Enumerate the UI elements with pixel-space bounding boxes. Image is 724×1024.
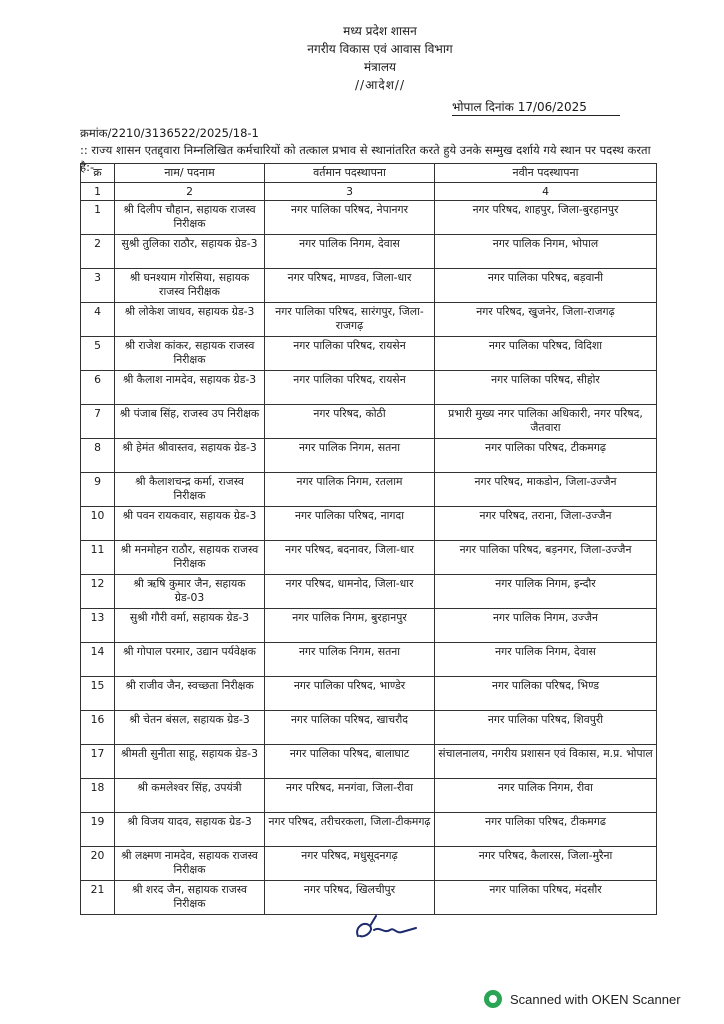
- row-name: श्री मनमोहन राठौर, सहायक राजस्व निरीक्षक: [115, 541, 265, 575]
- row-new-posting: नगर पालिका परिषद, टीकमगढ़: [435, 439, 657, 473]
- row-name: श्री राजीव जैन, स्वच्छता निरीक्षक: [115, 677, 265, 711]
- col-number-3: 3: [265, 182, 435, 201]
- header-order-label: //आदेश//: [355, 78, 405, 92]
- row-current-posting: नगर पालिका परिषद, खाचरौद: [265, 711, 435, 745]
- col-number-1: 1: [81, 182, 115, 201]
- row-new-posting: नगर पालिका परिषद, भिण्ड: [435, 677, 657, 711]
- row-current-posting: नगर परिषद, मनगंवा, जिला-रीवा: [265, 779, 435, 813]
- row-new-posting: नगर पालिका परिषद, शिवपुरी: [435, 711, 657, 745]
- row-serial: 11: [81, 541, 115, 575]
- header-new-posting: नवीन पदस्थापना: [435, 164, 657, 183]
- row-new-posting: नगर परिषद, माकडोन, जिला-उज्जैन: [435, 473, 657, 507]
- row-name: श्री कैलाश नामदेव, सहायक ग्रेड-3: [115, 371, 265, 405]
- row-serial: 7: [81, 405, 115, 439]
- table-header-row: [81, 164, 657, 183]
- scanner-text: Scanned with OKEN Scanner: [510, 991, 681, 1007]
- row-serial: 8: [81, 439, 115, 473]
- row-serial: 14: [81, 643, 115, 677]
- table-row: [81, 643, 657, 677]
- row-current-posting: नगर पालिक निगम, बुरहानपुर: [265, 609, 435, 643]
- row-new-posting: नगर परिषद, खुजनेर, जिला-राजगढ़: [435, 303, 657, 337]
- table-row: [81, 303, 657, 337]
- row-name: श्री शरद जैन, सहायक राजस्व निरीक्षक: [115, 881, 265, 915]
- row-name: सुश्री गौरी वर्मा, सहायक ग्रेड-3: [115, 609, 265, 643]
- row-serial: 1: [81, 201, 115, 235]
- row-new-posting: नगर पालिका परिषद, बड़वानी: [435, 269, 657, 303]
- row-current-posting: नगर पालिक निगम, देवास: [265, 235, 435, 269]
- order-text: :: राज्य शासन एतद्द्वारा निम्नलिखित कर्मचारियों को तत्काल प्रभाव से स्थानांतरित करते हुये उनके सम्मुख दर्शाये गये स्थान पर पदस्थ करता है:-: [80, 143, 651, 174]
- table-row: [81, 473, 657, 507]
- transfer-table: [80, 163, 657, 915]
- row-serial: 4: [81, 303, 115, 337]
- row-new-posting: नगर पालिक निगम, रीवा: [435, 779, 657, 813]
- table-row: [81, 847, 657, 881]
- table-row: [81, 439, 657, 473]
- table-row: [81, 507, 657, 541]
- table-row: [81, 337, 657, 371]
- row-new-posting: नगर परिषद, तराना, जिला-उज्जैन: [435, 507, 657, 541]
- row-new-posting: नगर पालिका परिषद, मंदसौर: [435, 881, 657, 915]
- row-current-posting: नगर परिषद, बदनावर, जिला-धार: [265, 541, 435, 575]
- row-name: श्री गोपाल परमार, उद्यान पर्यवेक्षक: [115, 643, 265, 677]
- table-row: [81, 201, 657, 235]
- row-serial: 15: [81, 677, 115, 711]
- row-name: श्री विजय यादव, सहायक ग्रेड-3: [115, 813, 265, 847]
- row-name: श्री चेतन बंसल, सहायक ग्रेड-3: [115, 711, 265, 745]
- row-new-posting: नगर परिषद, कैलारस, जिला-मुरैना: [435, 847, 657, 881]
- row-serial: 6: [81, 371, 115, 405]
- row-current-posting: नगर परिषद, खिलचीपुर: [265, 881, 435, 915]
- row-name: श्री पवन रायकवार, सहायक ग्रेड-3: [115, 507, 265, 541]
- row-serial: 19: [81, 813, 115, 847]
- row-current-posting: नगर पालिक निगम, सतना: [265, 439, 435, 473]
- row-current-posting: नगर पालिका परिषद, बालाघाट: [265, 745, 435, 779]
- order-date-text: भोपाल दिनांक 17/06/2025: [452, 100, 587, 114]
- row-current-posting: नगर पालिका परिषद, रायसेन: [265, 337, 435, 371]
- row-current-posting: नगर पालिका परिषद, भाण्डेर: [265, 677, 435, 711]
- order-number: क्रमांक/2210/3136522/2025/18-1: [80, 126, 259, 140]
- row-serial: 20: [81, 847, 115, 881]
- row-new-posting: नगर पालिका परिषद, टीकमगढ: [435, 813, 657, 847]
- table-row: [81, 779, 657, 813]
- row-serial: 10: [81, 507, 115, 541]
- table-column-number-row: [81, 182, 657, 201]
- table-row: [81, 541, 657, 575]
- row-new-posting: नगर पालिका परिषद, विदिशा: [435, 337, 657, 371]
- signature-icon: [350, 908, 420, 948]
- row-current-posting: नगर परिषद, मधुसूदनगढ़: [265, 847, 435, 881]
- header-government: मध्य प्रदेश शासन: [343, 24, 417, 38]
- row-new-posting: प्रभारी मुख्य नगर पालिका अधिकारी, नगर परिषद, जैतवारा: [435, 405, 657, 439]
- row-current-posting: नगर पालिका परिषद, सारंगपुर, जिला-राजगढ़: [265, 303, 435, 337]
- order-date: [452, 98, 587, 115]
- header-current-posting: वर्तमान पदस्थापना: [265, 164, 435, 183]
- row-current-posting: नगर पालिक निगम, रतलाम: [265, 473, 435, 507]
- header-ministry: मंत्रालय: [363, 60, 396, 74]
- scanner-footer: [484, 990, 681, 1008]
- table-row: [81, 235, 657, 269]
- row-name: श्री ऋषि कुमार जैन, सहायक ग्रेड-03: [115, 575, 265, 609]
- row-new-posting: नगर पालिक निगम, भोपाल: [435, 235, 657, 269]
- row-serial: 17: [81, 745, 115, 779]
- row-new-posting: नगर पालिका परिषद, सीहोर: [435, 371, 657, 405]
- row-current-posting: नगर परिषद, माण्डव, जिला-धार: [265, 269, 435, 303]
- col-number-4: 4: [435, 182, 657, 201]
- row-serial: 9: [81, 473, 115, 507]
- row-current-posting: नगर पालिका परिषद, रायसेन: [265, 371, 435, 405]
- row-serial: 13: [81, 609, 115, 643]
- table-row: [81, 813, 657, 847]
- row-name: सुश्री तुलिका राठौर, सहायक ग्रेड-3: [115, 235, 265, 269]
- row-name: श्री लोकेश जाधव, सहायक ग्रेड-3: [115, 303, 265, 337]
- row-serial: 18: [81, 779, 115, 813]
- row-name: श्री हेमंत श्रीवास्तव, सहायक ग्रेड-3: [115, 439, 265, 473]
- row-current-posting: नगर परिषद, धामनोद, जिला-धार: [265, 575, 435, 609]
- row-new-posting: नगर पालिक निगम, उज्जैन: [435, 609, 657, 643]
- col-number-2: 2: [115, 182, 265, 201]
- row-name: श्री पंजाब सिंह, राजस्व उप निरीक्षक: [115, 405, 265, 439]
- row-current-posting: नगर परिषद, कोठी: [265, 405, 435, 439]
- row-new-posting: नगर पालिक निगम, इन्दौर: [435, 575, 657, 609]
- row-new-posting: नगर पालिका परिषद, बड़नगर, जिला-उज्जैन: [435, 541, 657, 575]
- header-name: नाम/ पदनाम: [115, 164, 265, 183]
- table-row: [81, 575, 657, 609]
- row-serial: 2: [81, 235, 115, 269]
- row-name: श्री कमलेश्वर सिंह, उपयंत्री: [115, 779, 265, 813]
- header-department: नगरीय विकास एवं आवास विभाग: [307, 42, 453, 56]
- row-serial: 21: [81, 881, 115, 915]
- row-serial: 5: [81, 337, 115, 371]
- row-current-posting: नगर पालिका परिषद, नेपानगर: [265, 201, 435, 235]
- row-new-posting: नगर परिषद, शाहपुर, जिला-बुरहानपुर: [435, 201, 657, 235]
- row-new-posting: संचालनालय, नगरीय प्रशासन एवं विकास, म.प्र. भोपाल: [435, 745, 657, 779]
- row-name: श्री दिलीप चौहान, सहायक राजस्व निरीक्षक: [115, 201, 265, 235]
- row-name: श्री राजेश कांकर, सहायक राजस्व निरीक्षक: [115, 337, 265, 371]
- date-underline: [452, 115, 620, 116]
- row-name: श्री लक्ष्मण नामदेव, सहायक राजस्व निरीक्षक: [115, 847, 265, 881]
- row-serial: 12: [81, 575, 115, 609]
- row-name: श्री घनश्याम गोरसिया, सहायक राजस्व निरीक्षक: [115, 269, 265, 303]
- table-row: [81, 609, 657, 643]
- table-row: [81, 711, 657, 745]
- row-new-posting: नगर पालिक निगम, देवास: [435, 643, 657, 677]
- header-serial: क्र: [81, 164, 115, 183]
- row-serial: 16: [81, 711, 115, 745]
- row-current-posting: नगर पालिका परिषद, नागदा: [265, 507, 435, 541]
- row-name: श्री कैलाशचन्द्र कर्मा, राजस्व निरीक्षक: [115, 473, 265, 507]
- row-current-posting: नगर परिषद, तरीचरकला, जिला-टीकमगढ़: [265, 813, 435, 847]
- row-serial: 3: [81, 269, 115, 303]
- table-row: [81, 269, 657, 303]
- table-row: [81, 745, 657, 779]
- order-number-line: [80, 125, 655, 142]
- row-name: श्रीमती सुनीता साहू, सहायक ग्रेड-3: [115, 745, 265, 779]
- scanner-logo-icon: [484, 990, 502, 1008]
- table-row: [81, 677, 657, 711]
- table-row: [81, 371, 657, 405]
- row-current-posting: नगर पालिक निगम, सतना: [265, 643, 435, 677]
- table-row: [81, 405, 657, 439]
